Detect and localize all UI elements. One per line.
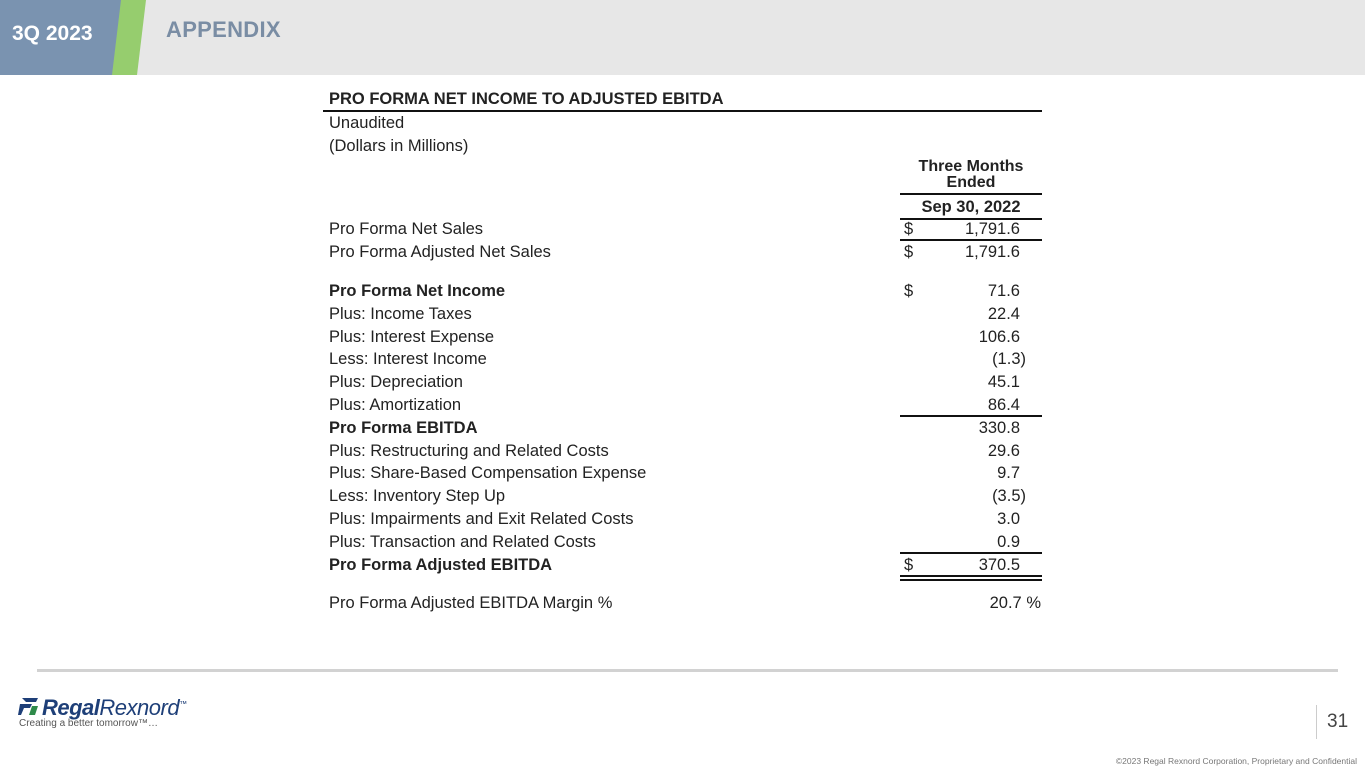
table-row [323,218,1042,241]
table-subtitle-units: (Dollars in Millions) [329,136,469,155]
row-label: Pro Forma EBITDA [329,418,478,437]
column-header-row [323,158,1042,196]
row-label: Plus: Impairments and Exit Related Costs [329,509,634,528]
row-currency: $ [904,220,914,239]
table-row [323,348,1042,371]
row-value: 22.4 [987,304,1020,323]
margin-value: 20.7 % [989,594,1041,613]
row-value: 9.7 [997,464,1020,483]
row-label: Pro Forma Adjusted Net Sales [329,243,551,262]
table-subtitle-unaudited: Unaudited [329,114,405,132]
table-row [323,531,1042,554]
row-label: Plus: Depreciation [329,373,463,392]
copyright-notice: ©2023 Regal Rexnord Corporation, Proprietary and Confidential [1115,756,1357,766]
row-label: Pro Forma Net Income [329,281,506,300]
footer-divider [37,669,1338,672]
row-label: Pro Forma Net Sales [329,220,484,239]
row-label: Pro Forma Adjusted EBITDA [329,555,553,574]
row-value: 1,791.6 [964,243,1020,262]
row-value: 0.9 [997,532,1020,551]
margin-row [323,592,1042,615]
subtitle-row [323,112,1042,135]
row-label: Plus: Interest Expense [329,327,495,346]
financial-table [323,88,1042,615]
row-value: (3.5) [992,487,1026,506]
header-bar [0,0,1365,75]
table-row [323,508,1042,531]
table-row [323,371,1042,394]
column-header: Three Months Ended [900,159,1042,195]
column-date-row [323,196,1042,219]
table-row [323,462,1042,485]
table-row [323,417,1042,440]
margin-label: Pro Forma Adjusted EBITDA Margin % [329,594,613,613]
spacer [323,264,1042,280]
row-value: 330.8 [978,418,1020,437]
page-number: 31 [1316,705,1348,739]
table-row [323,326,1042,349]
subtitle-row [323,135,1042,158]
table-row [323,303,1042,326]
row-value: 29.6 [987,441,1020,460]
row-value: 3.0 [997,509,1020,528]
row-value: 71.6 [987,281,1020,300]
column-date: Sep 30, 2022 [900,196,1042,220]
table-title-row [323,88,1042,112]
quarter-label: 3Q 2023 [12,22,93,45]
row-currency: $ [904,243,914,262]
row-value: 1,791.6 [964,220,1020,239]
logo-mark-icon [18,696,40,721]
row-currency: $ [904,281,914,300]
table-row [323,485,1042,508]
table-row [323,241,1042,264]
table-row [323,394,1042,417]
tagline: Creating a better tomorrow™… [19,718,158,729]
row-label: Plus: Restructuring and Related Costs [329,441,609,460]
row-label: Less: Inventory Step Up [329,487,506,506]
row-label: Plus: Share-Based Compensation Expense [329,464,647,483]
row-value: 45.1 [987,373,1020,392]
row-value: (1.3) [992,350,1026,369]
section-title: APPENDIX [166,17,281,42]
row-label: Plus: Amortization [329,395,462,414]
row-label: Plus: Transaction and Related Costs [329,532,596,551]
table-row [323,554,1042,577]
table-row [323,440,1042,463]
table-title: PRO FORMA NET INCOME TO ADJUSTED EBITDA [329,90,724,108]
logo-wordmark: RegalRexnord™ [42,695,187,720]
table-row [323,280,1042,303]
row-currency: $ [904,555,914,574]
row-label: Less: Interest Income [329,350,487,369]
row-label: Plus: Income Taxes [329,304,472,323]
row-value: 370.5 [978,555,1020,574]
row-value: 106.6 [978,327,1020,346]
row-value: 86.4 [987,395,1020,414]
